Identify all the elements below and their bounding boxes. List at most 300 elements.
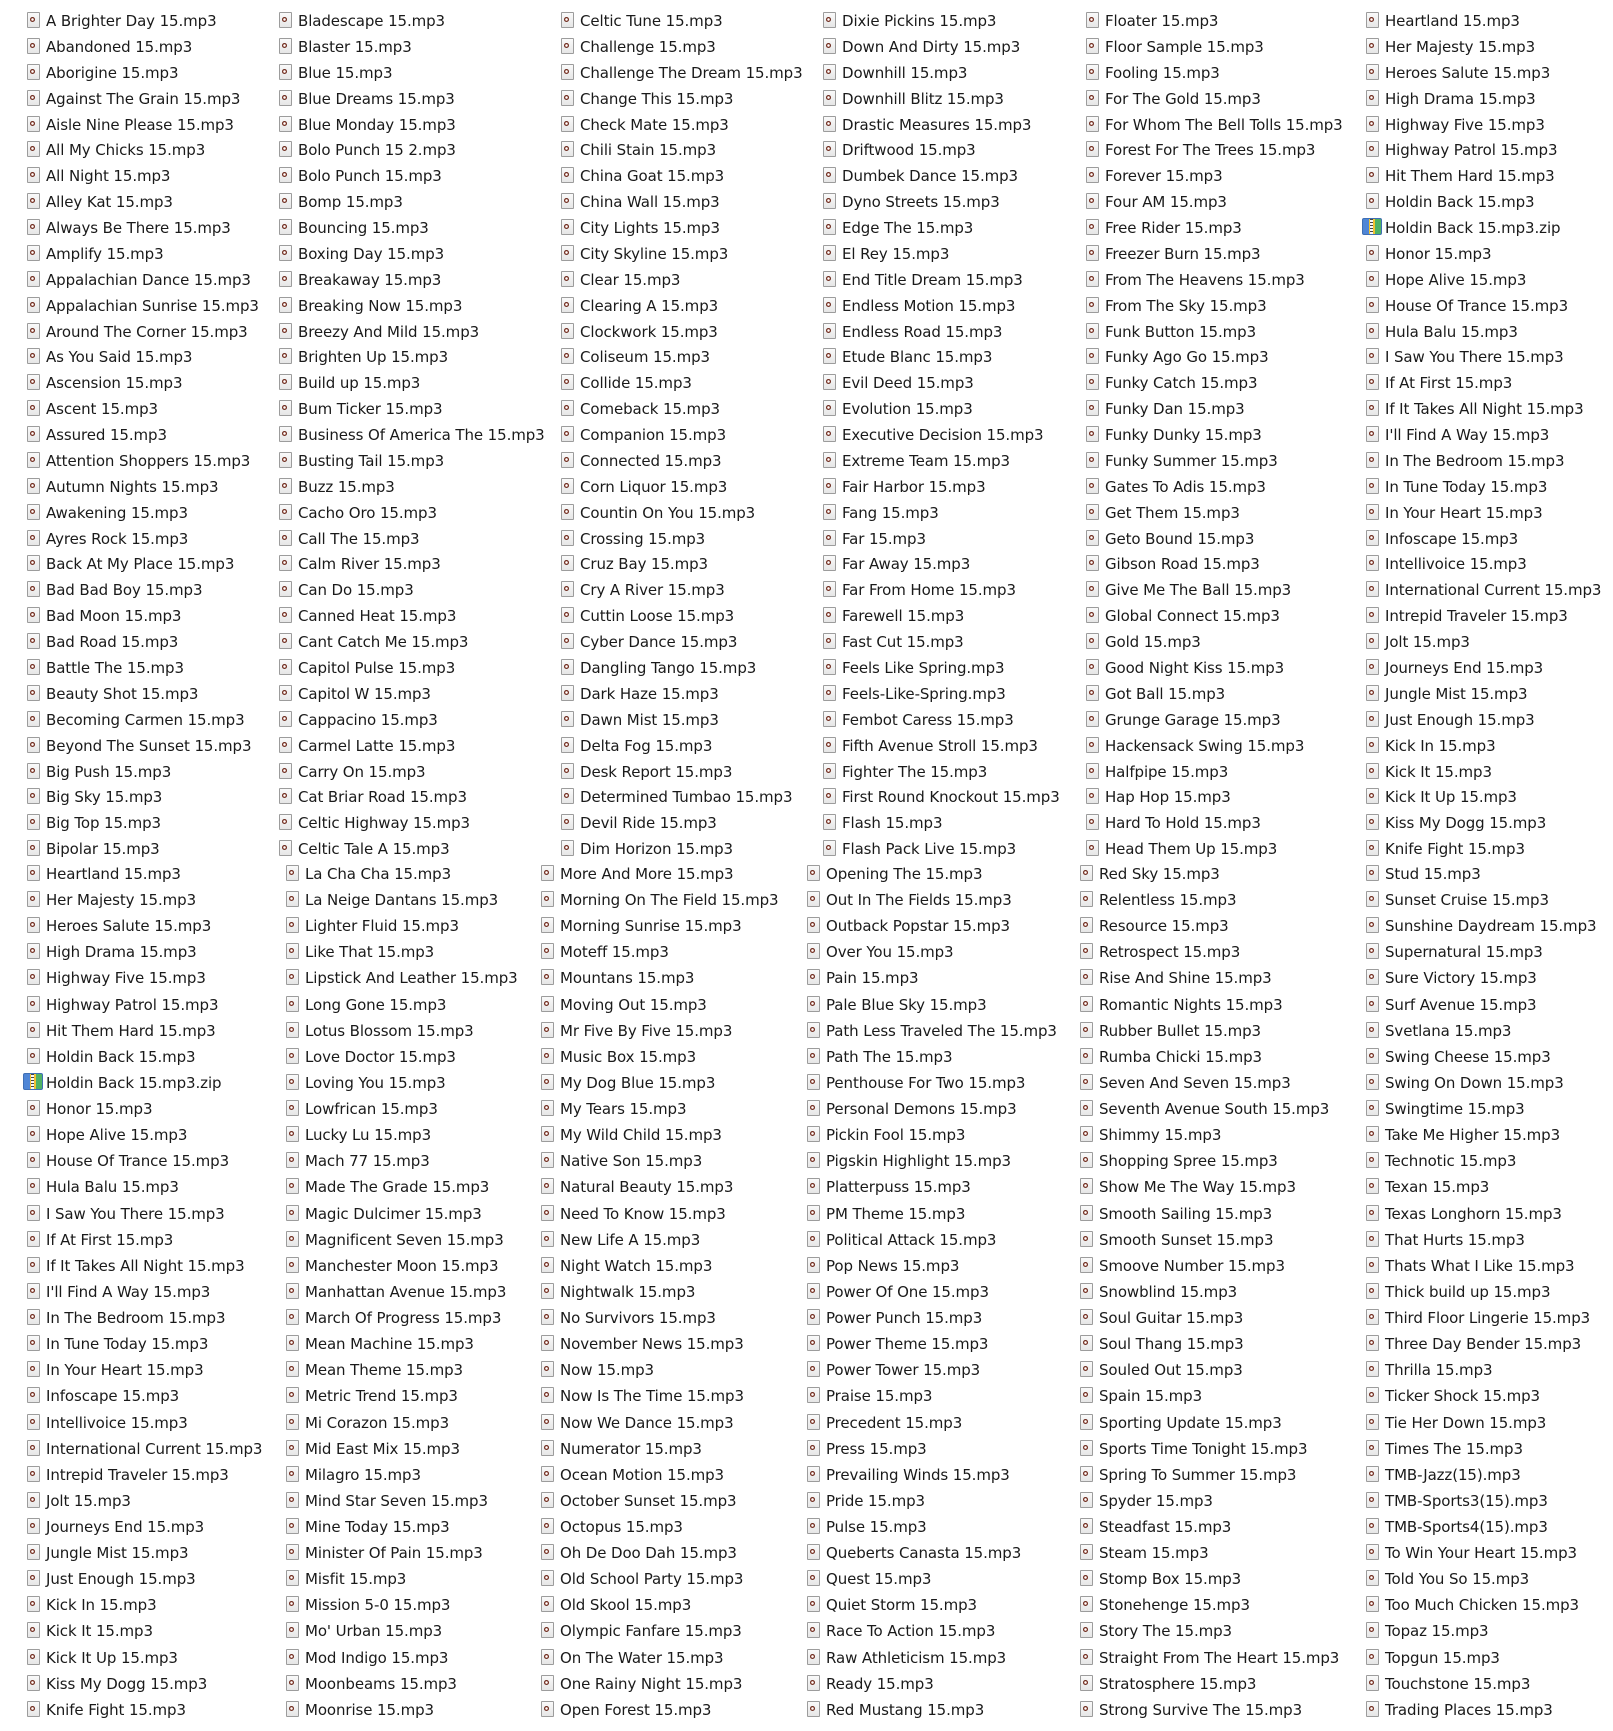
audio-file-icon (279, 141, 292, 157)
file-name-label: Red Sky 15.mp3 (1099, 865, 1220, 883)
file-name-label: Cat Briar Road 15.mp3 (298, 788, 467, 806)
audio-file-icon (27, 1492, 40, 1508)
audio-file-icon (27, 426, 40, 442)
audio-file-icon (1366, 1622, 1379, 1638)
file-name-label: Hope Alive 15.mp3 (1385, 271, 1527, 289)
file-name-label: A Brighter Day 15.mp3 (46, 12, 217, 30)
file-name-label: Kiss My Dogg 15.mp3 (46, 1675, 208, 1693)
file-name-label: Bomp 15.mp3 (298, 193, 403, 211)
file-name-label: Countin On You 15.mp3 (580, 504, 756, 522)
file-name-label: Smooth Sailing 15.mp3 (1099, 1205, 1273, 1223)
audio-file-icon (561, 633, 574, 649)
file-name-label: Swing Cheese 15.mp3 (1385, 1048, 1551, 1066)
audio-file-icon (823, 814, 836, 830)
file-name-label: Native Son 15.mp3 (560, 1152, 703, 1170)
audio-file-icon (27, 1701, 40, 1717)
file-name-label: Red Mustang 15.mp3 (826, 1701, 985, 1719)
file-name-label: If It Takes All Night 15.mp3 (1385, 400, 1584, 418)
audio-file-icon (1086, 323, 1099, 339)
audio-file-icon (1366, 1544, 1379, 1560)
audio-file-icon (27, 1414, 40, 1430)
audio-file-icon (1080, 1544, 1093, 1560)
file-name-label: Blue Monday 15.mp3 (298, 116, 456, 134)
file-name-label: International Current 15.mp3 (1385, 581, 1602, 599)
zip-archive-icon (1362, 218, 1382, 235)
file-name-label: All Night 15.mp3 (46, 167, 171, 185)
file-name-label: La Cha Cha 15.mp3 (305, 865, 452, 883)
file-name-label: Shimmy 15.mp3 (1099, 1126, 1222, 1144)
audio-file-icon (561, 374, 574, 390)
audio-file-icon (561, 840, 574, 856)
file-name-label: Open Forest 15.mp3 (560, 1701, 712, 1719)
file-name-label: Hackensack Swing 15.mp3 (1105, 737, 1305, 755)
audio-file-icon (807, 1074, 820, 1090)
audio-file-icon (1366, 659, 1379, 675)
audio-file-icon (27, 297, 40, 313)
file-name-label: Now 15.mp3 (560, 1361, 654, 1379)
file-name-label: Holdin Back 15.mp3.zip (1385, 219, 1561, 237)
file-name-label: No Survivors 15.mp3 (560, 1309, 716, 1327)
audio-file-icon (286, 1048, 299, 1064)
audio-file-icon (1366, 348, 1379, 364)
file-name-label: Fair Harbor 15.mp3 (842, 478, 986, 496)
file-name-label: Technotic 15.mp3 (1385, 1152, 1517, 1170)
audio-file-icon (27, 64, 40, 80)
audio-file-icon (27, 1100, 40, 1116)
audio-file-icon (541, 1466, 554, 1482)
file-name-label: Grunge Garage 15.mp3 (1105, 711, 1281, 729)
file-name-label: Sure Victory 15.mp3 (1385, 969, 1537, 987)
file-name-label: Moteff 15.mp3 (560, 943, 669, 961)
audio-file-icon (1366, 996, 1379, 1012)
file-name-label: October Sunset 15.mp3 (560, 1492, 737, 1510)
audio-file-icon (27, 633, 40, 649)
file-name-label: On The Water 15.mp3 (560, 1649, 724, 1667)
audio-file-icon (561, 530, 574, 546)
file-name-label: Get Them 15.mp3 (1105, 504, 1240, 522)
audio-file-icon (1086, 555, 1099, 571)
audio-file-icon (279, 64, 292, 80)
audio-file-icon (27, 555, 40, 571)
audio-file-icon (27, 116, 40, 132)
audio-file-icon (27, 969, 40, 985)
audio-file-icon (1080, 1387, 1093, 1403)
file-name-label: Farewell 15.mp3 (842, 607, 965, 625)
file-name-label: Ayres Rock 15.mp3 (46, 530, 189, 548)
audio-file-icon (823, 685, 836, 701)
file-name-label: Seven And Seven 15.mp3 (1099, 1074, 1291, 1092)
audio-file-icon (27, 1022, 40, 1038)
file-name-label: Funk Button 15.mp3 (1105, 323, 1257, 341)
audio-file-icon (807, 1544, 820, 1560)
audio-file-icon (1086, 633, 1099, 649)
audio-file-icon (1086, 374, 1099, 390)
audio-file-icon (27, 1126, 40, 1142)
audio-file-icon (541, 1387, 554, 1403)
file-name-label: Boxing Day 15.mp3 (298, 245, 445, 263)
file-name-label: All My Chicks 15.mp3 (46, 141, 206, 159)
audio-file-icon (1366, 530, 1379, 546)
file-name-label: Old School Party 15.mp3 (560, 1570, 744, 1588)
audio-file-icon (1086, 90, 1099, 106)
file-name-label: Outback Popstar 15.mp3 (826, 917, 1010, 935)
audio-file-icon (541, 1440, 554, 1456)
audio-file-icon (1080, 1152, 1093, 1168)
audio-file-icon (279, 90, 292, 106)
file-name-label: Sunshine Daydream 15.mp3 (1385, 917, 1597, 935)
audio-file-icon (1080, 969, 1093, 985)
audio-file-icon (27, 814, 40, 830)
audio-file-icon (1086, 245, 1099, 261)
file-name-label: Long Gone 15.mp3 (305, 996, 447, 1014)
file-name-label: Got Ball 15.mp3 (1105, 685, 1226, 703)
audio-file-icon (823, 737, 836, 753)
audio-file-icon (1366, 426, 1379, 442)
file-name-label: Now We Dance 15.mp3 (560, 1414, 734, 1432)
audio-file-icon (286, 1518, 299, 1534)
file-name-label: Penthouse For Two 15.mp3 (826, 1074, 1026, 1092)
audio-file-icon (823, 763, 836, 779)
file-name-label: More And More 15.mp3 (560, 865, 734, 883)
file-name-label: Give Me The Ball 15.mp3 (1105, 581, 1292, 599)
file-name-label: High Drama 15.mp3 (46, 943, 197, 961)
audio-file-icon (823, 607, 836, 623)
audio-file-icon (27, 452, 40, 468)
audio-file-icon (807, 1126, 820, 1142)
file-name-label: Collide 15.mp3 (580, 374, 692, 392)
file-name-label: House Of Trance 15.mp3 (46, 1152, 230, 1170)
file-name-label: Prevailing Winds 15.mp3 (826, 1466, 1010, 1484)
file-name-label: Good Night Kiss 15.mp3 (1105, 659, 1285, 677)
audio-file-icon (27, 607, 40, 623)
audio-file-icon (807, 1361, 820, 1377)
audio-file-icon (1366, 607, 1379, 623)
audio-file-icon (561, 478, 574, 494)
audio-file-icon (823, 426, 836, 442)
audio-file-icon (279, 193, 292, 209)
file-name-label: In The Bedroom 15.mp3 (46, 1309, 226, 1327)
file-name-label: Fighter The 15.mp3 (842, 763, 988, 781)
audio-file-icon (286, 1466, 299, 1482)
audio-file-icon (1366, 400, 1379, 416)
audio-file-icon (561, 426, 574, 442)
file-name-label: Intrepid Traveler 15.mp3 (1385, 607, 1568, 625)
audio-file-icon (1366, 1048, 1379, 1064)
file-name-label: Beauty Shot 15.mp3 (46, 685, 199, 703)
file-name-label: November News 15.mp3 (560, 1335, 744, 1353)
audio-file-icon (1366, 90, 1379, 106)
file-name-label: Driftwood 15.mp3 (842, 141, 976, 159)
audio-file-icon (561, 788, 574, 804)
file-name-label: Moonrise 15.mp3 (305, 1701, 434, 1719)
audio-file-icon (286, 943, 299, 959)
audio-file-icon (561, 555, 574, 571)
audio-file-icon (541, 1335, 554, 1351)
file-name-label: Mod Indigo 15.mp3 (305, 1649, 449, 1667)
audio-file-icon (561, 323, 574, 339)
audio-file-icon (561, 763, 574, 779)
file-name-label: Power Punch 15.mp3 (826, 1309, 983, 1327)
file-name-label: Smooth Sunset 15.mp3 (1099, 1231, 1274, 1249)
audio-file-icon (1086, 659, 1099, 675)
audio-file-icon (1366, 1518, 1379, 1534)
audio-file-icon (279, 530, 292, 546)
audio-file-icon (1366, 1492, 1379, 1508)
file-name-label: Cacho Oro 15.mp3 (298, 504, 437, 522)
audio-file-icon (1086, 167, 1099, 183)
file-name-label: Kick In 15.mp3 (1385, 737, 1496, 755)
audio-file-icon (27, 245, 40, 261)
file-name-label: New Life A 15.mp3 (560, 1231, 701, 1249)
file-name-label: Raw Athleticism 15.mp3 (826, 1649, 1007, 1667)
file-name-label: Steam 15.mp3 (1099, 1544, 1209, 1562)
audio-file-icon (1086, 193, 1099, 209)
file-name-label: Fang 15.mp3 (842, 504, 939, 522)
file-name-label: Connected 15.mp3 (580, 452, 722, 470)
audio-file-icon (279, 711, 292, 727)
audio-file-icon (1080, 891, 1093, 907)
audio-file-icon (279, 167, 292, 183)
file-name-label: Challenge The Dream 15.mp3 (580, 64, 803, 82)
file-name-label: Power Theme 15.mp3 (826, 1335, 989, 1353)
audio-file-icon (286, 1335, 299, 1351)
audio-file-icon (27, 400, 40, 416)
file-name-label: Head Them Up 15.mp3 (1105, 840, 1278, 858)
audio-file-icon (27, 271, 40, 287)
audio-file-icon (561, 452, 574, 468)
file-name-label: Fembot Caress 15.mp3 (842, 711, 1014, 729)
audio-file-icon (1366, 711, 1379, 727)
audio-file-icon (807, 1387, 820, 1403)
audio-file-icon (27, 685, 40, 701)
file-name-label: Intellivoice 15.mp3 (46, 1414, 188, 1432)
audio-file-icon (1366, 1205, 1379, 1221)
audio-file-icon (279, 323, 292, 339)
audio-file-icon (286, 1492, 299, 1508)
file-name-label: Dixie Pickins 15.mp3 (842, 12, 997, 30)
file-name-label: Around The Corner 15.mp3 (46, 323, 248, 341)
file-name-label: Honor 15.mp3 (46, 1100, 153, 1118)
file-name-label: Carry On 15.mp3 (298, 763, 426, 781)
file-name-label: Natural Beauty 15.mp3 (560, 1178, 734, 1196)
audio-file-icon (286, 1283, 299, 1299)
audio-file-icon (561, 711, 574, 727)
file-name-label: Sunset Cruise 15.mp3 (1385, 891, 1549, 909)
file-name-label: Clear 15.mp3 (580, 271, 681, 289)
audio-file-icon (823, 711, 836, 727)
file-name-label: Show Me The Way 15.mp3 (1099, 1178, 1296, 1196)
audio-file-icon (1366, 1283, 1379, 1299)
audio-file-icon (1366, 1414, 1379, 1430)
file-name-label: Ascent 15.mp3 (46, 400, 158, 418)
audio-file-icon (1366, 788, 1379, 804)
audio-file-icon (1086, 219, 1099, 235)
audio-file-icon (27, 711, 40, 727)
file-name-label: Celtic Tale A 15.mp3 (298, 840, 450, 858)
file-name-label: Made The Grade 15.mp3 (305, 1178, 490, 1196)
audio-file-icon (823, 659, 836, 675)
audio-file-icon (807, 1675, 820, 1691)
audio-file-icon (27, 1152, 40, 1168)
audio-file-icon (1086, 64, 1099, 80)
file-name-label: Quest 15.mp3 (826, 1570, 932, 1588)
file-name-label: If At First 15.mp3 (1385, 374, 1513, 392)
audio-file-icon (541, 1309, 554, 1325)
audio-file-icon (541, 1178, 554, 1194)
file-name-label: Funky Dan 15.mp3 (1105, 400, 1245, 418)
file-name-label: Gates To Adis 15.mp3 (1105, 478, 1266, 496)
file-name-label: Minister Of Pain 15.mp3 (305, 1544, 483, 1562)
audio-file-icon (541, 1152, 554, 1168)
audio-file-icon (27, 1309, 40, 1325)
file-name-label: Cappacino 15.mp3 (298, 711, 438, 729)
file-name-label: Tie Her Down 15.mp3 (1385, 1414, 1547, 1432)
file-name-label: Pale Blue Sky 15.mp3 (826, 996, 987, 1014)
file-name-label: Moonbeams 15.mp3 (305, 1675, 457, 1693)
file-name-label: Comeback 15.mp3 (580, 400, 720, 418)
file-name-label: Knife Fight 15.mp3 (46, 1701, 186, 1719)
audio-file-icon (279, 581, 292, 597)
audio-file-icon (27, 38, 40, 54)
file-name-label: Pigskin Highlight 15.mp3 (826, 1152, 1011, 1170)
file-name-label: Blaster 15.mp3 (298, 38, 412, 56)
audio-file-icon (807, 1205, 820, 1221)
file-name-label: Holdin Back 15.mp3.zip (46, 1074, 222, 1092)
audio-file-icon (1080, 1440, 1093, 1456)
file-name-label: Jolt 15.mp3 (46, 1492, 131, 1510)
audio-file-icon (807, 943, 820, 959)
audio-file-icon (541, 1283, 554, 1299)
audio-file-icon (1366, 1649, 1379, 1665)
audio-file-icon (1366, 891, 1379, 907)
file-name-label: Infoscape 15.mp3 (1385, 530, 1519, 548)
audio-file-icon (279, 788, 292, 804)
audio-file-icon (1080, 1570, 1093, 1586)
file-name-label: Becoming Carmen 15.mp3 (46, 711, 245, 729)
file-name-label: Determined Tumbao 15.mp3 (580, 788, 793, 806)
file-name-label: Mountans 15.mp3 (560, 969, 695, 987)
audio-file-icon (1366, 1022, 1379, 1038)
audio-file-icon (279, 219, 292, 235)
file-name-label: Heroes Salute 15.mp3 (1385, 64, 1551, 82)
audio-file-icon (27, 1361, 40, 1377)
audio-file-icon (823, 38, 836, 54)
audio-file-icon (1366, 943, 1379, 959)
audio-file-icon (1086, 297, 1099, 313)
file-name-label: Bladescape 15.mp3 (298, 12, 446, 30)
audio-file-icon (27, 917, 40, 933)
audio-file-icon (541, 996, 554, 1012)
audio-file-icon (807, 1257, 820, 1273)
audio-file-icon (823, 297, 836, 313)
file-name-label: Downhill Blitz 15.mp3 (842, 90, 1004, 108)
file-name-label: Forest For The Trees 15.mp3 (1105, 141, 1316, 159)
file-name-label: Out In The Fields 15.mp3 (826, 891, 1012, 909)
file-name-label: Corn Liquor 15.mp3 (580, 478, 728, 496)
file-name-label: Funky Dunky 15.mp3 (1105, 426, 1262, 444)
file-name-label: Freezer Burn 15.mp3 (1105, 245, 1261, 263)
file-name-label: Aisle Nine Please 15.mp3 (46, 116, 234, 134)
file-name-label: Dawn Mist 15.mp3 (580, 711, 719, 729)
file-name-label: Bad Road 15.mp3 (46, 633, 179, 651)
file-name-label: Back At My Place 15.mp3 (46, 555, 235, 573)
file-name-label: I'll Find A Way 15.mp3 (46, 1283, 211, 1301)
file-name-label: I Saw You There 15.mp3 (1385, 348, 1564, 366)
file-name-label: Hula Balu 15.mp3 (1385, 323, 1518, 341)
file-name-label: Extreme Team 15.mp3 (842, 452, 1010, 470)
audio-file-icon (541, 969, 554, 985)
audio-file-icon (807, 969, 820, 985)
audio-file-icon (27, 1570, 40, 1586)
file-name-label: Take Me Higher 15.mp3 (1385, 1126, 1561, 1144)
file-name-label: Celtic Highway 15.mp3 (298, 814, 470, 832)
file-name-label: Beyond The Sunset 15.mp3 (46, 737, 252, 755)
audio-file-icon (823, 271, 836, 287)
audio-file-icon (279, 348, 292, 364)
file-name-label: Cruz Bay 15.mp3 (580, 555, 708, 573)
audio-file-icon (1366, 917, 1379, 933)
audio-file-icon (1080, 1596, 1093, 1612)
audio-file-icon (541, 1022, 554, 1038)
audio-file-icon (541, 1205, 554, 1221)
file-name-label: Far From Home 15.mp3 (842, 581, 1016, 599)
audio-file-icon (823, 504, 836, 520)
file-name-label: Desk Report 15.mp3 (580, 763, 733, 781)
audio-file-icon (1080, 917, 1093, 933)
file-name-label: Bad Bad Boy 15.mp3 (46, 581, 203, 599)
audio-file-icon (823, 840, 836, 856)
audio-file-icon (27, 1257, 40, 1273)
audio-file-icon (27, 763, 40, 779)
audio-file-icon (1086, 348, 1099, 364)
file-name-label: Hula Balu 15.mp3 (46, 1178, 179, 1196)
file-name-label: Press 15.mp3 (826, 1440, 927, 1458)
file-name-label: TMB-Jazz(15).mp3 (1385, 1466, 1521, 1484)
audio-file-icon (27, 1596, 40, 1612)
file-name-label: City Lights 15.mp3 (580, 219, 720, 237)
file-name-label: Personal Demons 15.mp3 (826, 1100, 1017, 1118)
file-name-label: Heartland 15.mp3 (1385, 12, 1520, 30)
audio-file-icon (1366, 193, 1379, 209)
audio-file-icon (561, 90, 574, 106)
file-name-label: Mi Corazon 15.mp3 (305, 1414, 450, 1432)
audio-file-icon (1080, 1074, 1093, 1090)
file-name-label: Power Of One 15.mp3 (826, 1283, 989, 1301)
file-name-label: Evolution 15.mp3 (842, 400, 973, 418)
audio-file-icon (561, 141, 574, 157)
file-name-label: Lipstick And Leather 15.mp3 (305, 969, 518, 987)
audio-file-icon (1366, 1466, 1379, 1482)
file-name-label: Thrilla 15.mp3 (1385, 1361, 1493, 1379)
audio-file-icon (1080, 1675, 1093, 1691)
audio-file-icon (286, 1675, 299, 1691)
file-name-label: Like That 15.mp3 (305, 943, 435, 961)
file-name-label: Fifth Avenue Stroll 15.mp3 (842, 737, 1038, 755)
file-name-label: Heroes Salute 15.mp3 (46, 917, 212, 935)
file-name-label: Highway Five 15.mp3 (46, 969, 206, 987)
file-name-label: Far 15.mp3 (842, 530, 926, 548)
file-name-label: Race To Action 15.mp3 (826, 1622, 996, 1640)
audio-file-icon (1366, 374, 1379, 390)
file-name-label: Too Much Chicken 15.mp3 (1385, 1596, 1579, 1614)
file-name-label: Hit Them Hard 15.mp3 (1385, 167, 1555, 185)
audio-file-icon (1366, 141, 1379, 157)
file-name-label: In Your Heart 15.mp3 (1385, 504, 1543, 522)
file-name-label: Cant Catch Me 15.mp3 (298, 633, 469, 651)
audio-file-icon (541, 891, 554, 907)
file-name-label: In Tune Today 15.mp3 (46, 1335, 209, 1353)
audio-file-icon (1366, 245, 1379, 261)
